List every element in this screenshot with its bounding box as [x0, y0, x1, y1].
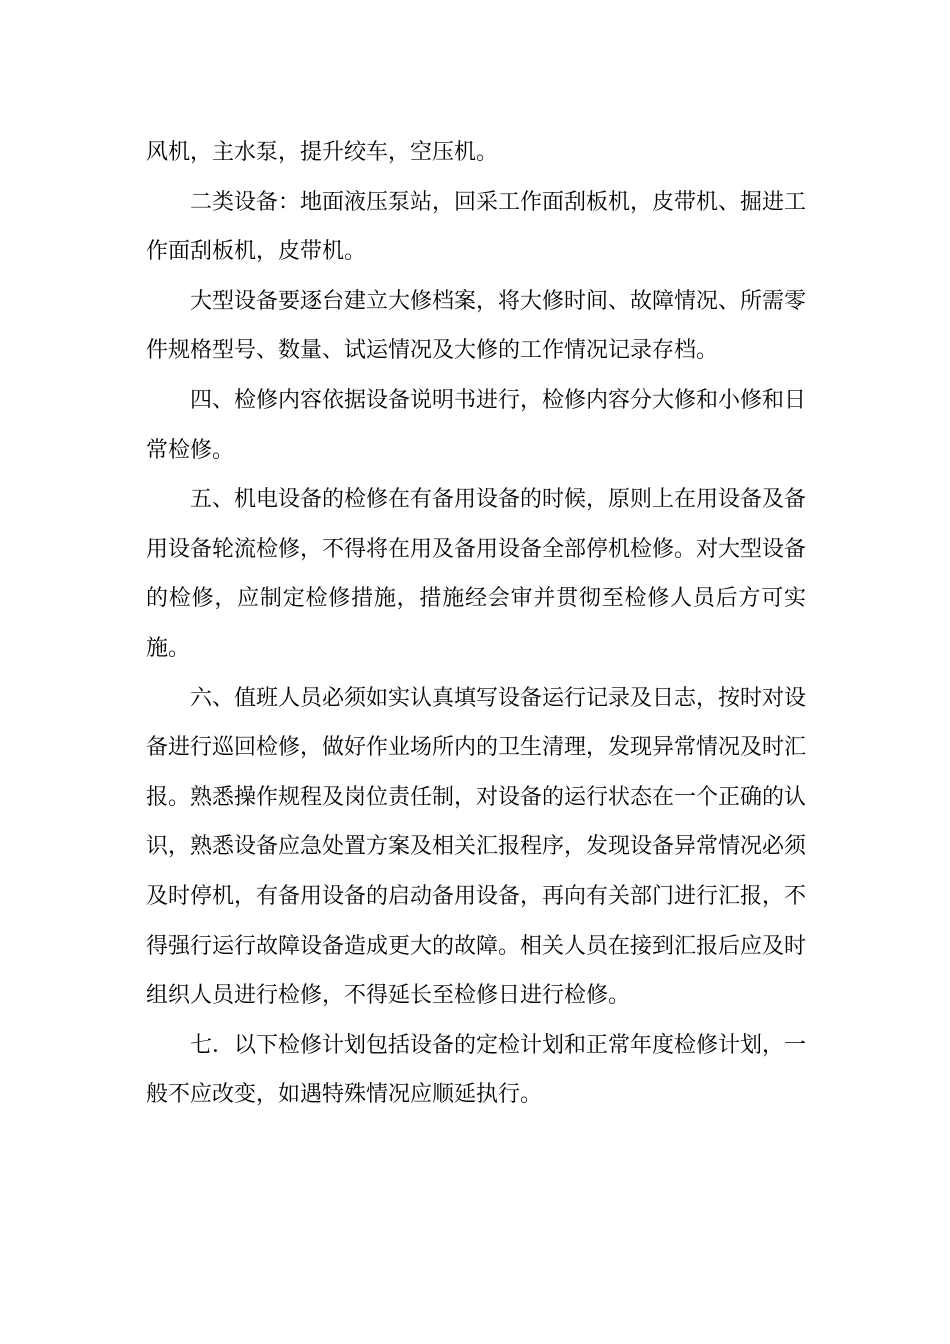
paragraph-continuation: 风机，主水泵，提升绞车，空压机。	[146, 140, 499, 165]
paragraph-section-four: 四、检修内容依据设备说明书进行，检修内容分大修和小修和日常检修。	[146, 387, 807, 463]
paragraph-section-seven: 七．以下检修计划包括设备的定检计划和正常年度检修计划，一般不应改变，如遇特殊情况应顺延执行。	[146, 1032, 807, 1108]
document-body	[146, 128, 806, 1120]
paragraph-class-two-equipment: 二类设备：地面液压泵站，回采工作面刮板机，皮带机、掘进工作面刮板机，皮带机。	[146, 189, 807, 265]
paragraph-section-five: 五、机电设备的检修在有备用设备的时候，原则上在用设备及备用设备轮流检修，不得将在用及备用设备全部停机检修。对大型设备的检修，应制定检修措施，措施经会审并贯彻至检修人员后方可实施。	[146, 487, 807, 661]
paragraph-overhaul-records: 大型设备要逐台建立大修档案，将大修时间、故障情况、所需零件规格型号、数量、试运情况及大修的工作情况记录存档。	[146, 288, 807, 364]
paragraph-section-six: 六、值班人员必须如实认真填写设备运行记录及日志，按时对设备进行巡回检修，做好作业场所内的卫生清理，发现异常情况及时汇报。熟悉操作规程及岗位责任制，对设备的运行状态在一个正确的认识，熟悉设备应急处置方案及相关汇报程序，发现设备异常情况必须及时停机，有备用设备的启动备用设备，再向有关部门进行汇报，不得强行运行故障设备造成更大的故障。相关人员在接到汇报后应及时组织人员进行检修，不得延长至检修日进行检修。	[146, 685, 807, 1009]
